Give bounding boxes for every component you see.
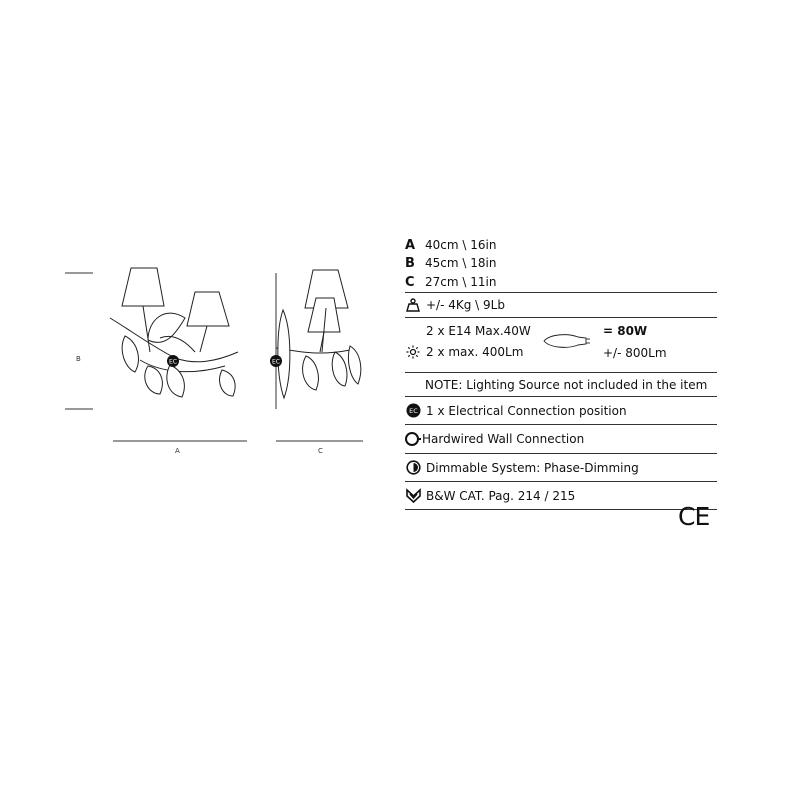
ec-icon <box>405 403 421 419</box>
svg-text:EC: EC <box>408 407 418 415</box>
total-power: = 80W <box>603 324 648 338</box>
dimension-value: 27cm \ 11in <box>425 275 497 289</box>
feature-row-ec <box>405 397 717 425</box>
svg-text:EC: EC <box>169 358 177 366</box>
dimension-label-a: A <box>175 447 180 455</box>
dimension-row-a <box>405 236 717 254</box>
feature-row-wall <box>405 425 717 454</box>
dimension-value: 40cm \ 16in <box>425 238 497 252</box>
feature-row-catalog <box>405 482 717 510</box>
note-text: NOTE: Lighting Source not included in the item <box>425 377 708 392</box>
dimension-label-c: C <box>318 447 323 455</box>
technical-drawing <box>0 0 400 480</box>
feature-text: Dimmable System: Phase-Dimming <box>426 460 639 475</box>
feature-text: Hardwired Wall Connection <box>422 432 585 446</box>
lumen-text: 2 x max. 400Lm <box>426 345 524 359</box>
dimension-value: 45cm \ 18in <box>425 256 497 270</box>
dimension-label-b: B <box>76 355 81 363</box>
front-view-lamp <box>110 268 238 397</box>
dimmer-icon <box>405 460 421 476</box>
wall-connection-icon <box>405 431 421 447</box>
ec-marker-front <box>167 355 179 367</box>
ec-marker-side <box>270 355 282 367</box>
spec-table <box>405 236 717 510</box>
bulb-icon <box>542 332 592 353</box>
bulb-row <box>405 318 717 373</box>
weight-row <box>405 293 717 318</box>
dimension-letter: C <box>405 274 415 290</box>
weight-icon <box>405 297 421 313</box>
bulb-type-text: 2 x E14 Max.40W <box>426 324 531 338</box>
feature-row-dimming <box>405 454 717 482</box>
svg-text:EC: EC <box>272 358 280 366</box>
total-lumen: +/- 800Lm <box>603 346 667 360</box>
dimension-row-c <box>405 272 717 293</box>
weight-value: +/- 4Kg \ 9Lb <box>426 298 505 312</box>
note-row <box>405 373 717 397</box>
side-view-lamp <box>276 270 361 398</box>
sun-icon <box>405 344 421 360</box>
feature-text: B&W CAT. Pag. 214 / 215 <box>426 488 576 503</box>
lumen-line <box>405 344 523 360</box>
dimension-letter: B <box>405 255 415 271</box>
dimension-row-b <box>405 254 717 272</box>
feature-text: 1 x Electrical Connection position <box>426 403 627 418</box>
dimension-letter: A <box>405 237 416 253</box>
catalog-icon <box>405 488 421 504</box>
ce-mark: CE <box>678 502 710 531</box>
